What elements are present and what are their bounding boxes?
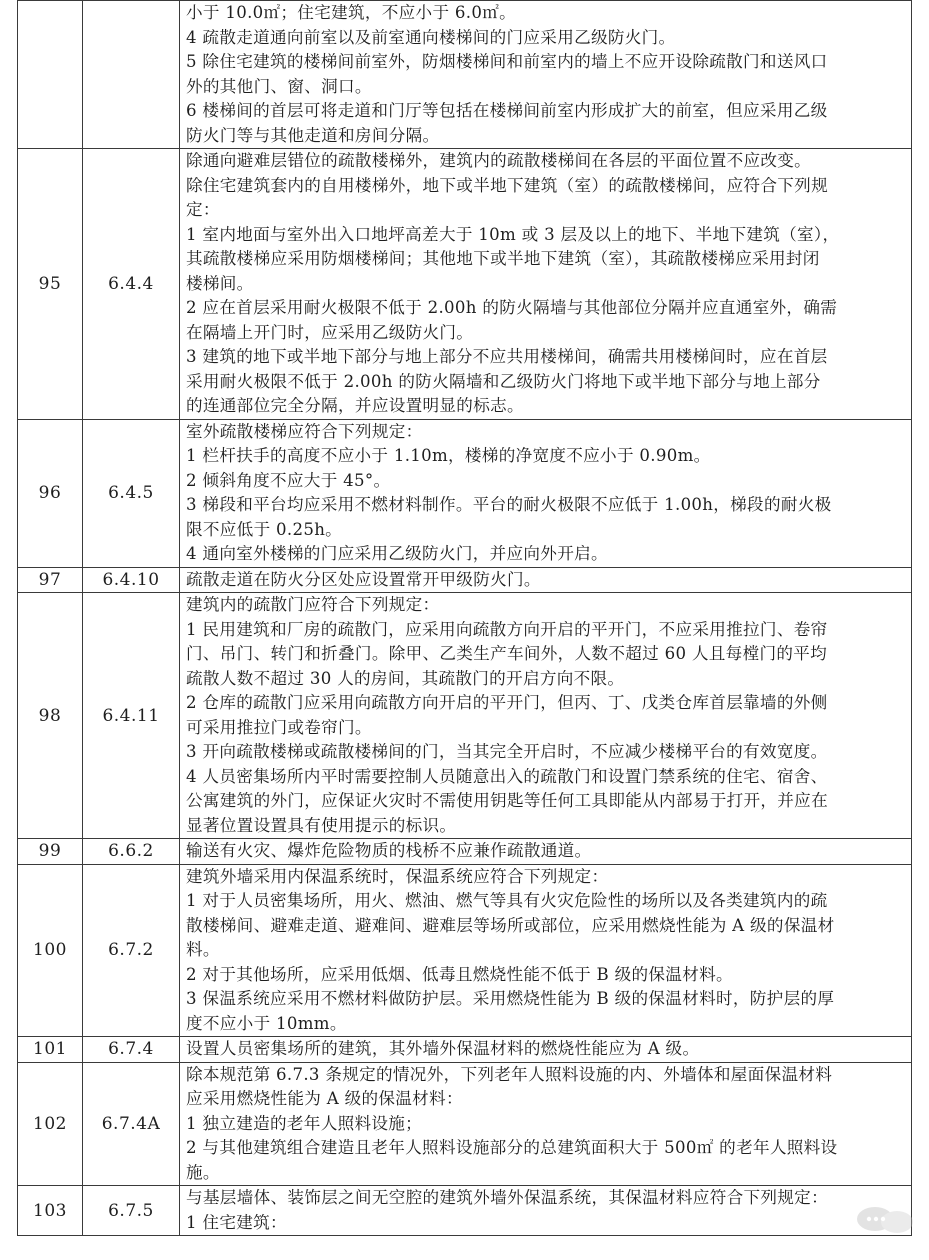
clause-text [180,567,912,593]
clause-code: 6.7.4A [83,1062,180,1186]
clause-text-line: 除通向避难层错位的疏散楼梯外，建筑内的疏散楼梯间在各层的平面位置不应改变。 [186,151,812,170]
item-number: 102 [18,1062,83,1186]
clause-text-line: 1 住宅建筑： [186,1212,287,1232]
clause-text-line: 显著位置设置具有使用提示的标识。 [186,815,457,835]
item-number: 96 [18,419,83,567]
clause-code: 6.4.5 [83,419,180,567]
clause-text [180,1037,912,1063]
clause-text-line: 4 通向室外楼梯的门应采用乙级防火门，并应向外开启。 [186,544,608,563]
table-row [18,567,912,593]
clause-text [180,839,912,865]
clause-text-line: 散楼梯间、避难走道、避难间、避难层等场所或部位，应采用燃烧性能为 A 级的保温材 [186,915,835,935]
clause-text-line: 1 室内地面与室外出入口地坪高差大于 10m 或 3 层及以上的地下、半地下建筑（室）， [186,224,840,244]
clause-text [180,1,912,149]
table-row [18,1062,912,1186]
clause-text-line: 2 仓库的疏散门应采用向疏散方向开启的平开门，但丙、丁、戊类仓库首层靠墙的外侧 [186,693,828,712]
clause-text-line: 3 建筑的地下或半地下部分与地上部分不应共用楼梯间，确需共用楼梯间时，应在首层 [186,347,828,366]
clause-text [180,1062,912,1186]
clause-code: 6.7.2 [83,864,180,1037]
item-number: 95 [18,149,83,420]
clause-text-line: 4 人员密集场所内平时需要控制人员随意出入的疏散门和设置门禁系统的住宅、宿舍、 [186,766,828,786]
item-number [18,1,83,149]
clause-text-line: 1 民用建筑和厂房的疏散门，应采用向疏散方向开启的平开门，不应采用推拉门、卷帘 [186,619,828,639]
clause-text-line: 输送有火灾、爆炸危险物质的栈桥不应兼作疏散通道。 [186,841,592,860]
clause-text-line: 2 对于其他场所，应采用低烟、低毒且燃烧性能不低于 B 级的保温材料。 [186,964,733,984]
clause-text-line: 室外疏散楼梯应符合下列规定： [186,421,423,441]
table-row [18,839,912,865]
clause-text [180,149,912,420]
item-number: 103 [18,1186,83,1236]
clause-text-line: 建筑内的疏散门应符合下列规定： [186,595,440,614]
clause-text-line: 料。 [186,940,220,959]
item-number: 98 [18,593,83,839]
fire-code-table [17,0,912,1236]
clause-text-line: 2 与其他建筑组合建造且老年人照料设施部分的总建筑面积大于 500㎡ 的老年人照料设 [186,1138,838,1157]
clause-code [83,1,180,149]
table-row [18,149,912,420]
item-number: 99 [18,839,83,865]
clause-text-line: 施。 [186,1162,220,1182]
clause-text-line: 门、吊门、转门和折叠门。除甲、乙类生产车间外，人数不超过 60 人且每樘门的平均 [186,644,828,663]
clause-text-line: 1 独立建造的老年人照料设施； [186,1113,423,1133]
clause-text-line: 限不应低于 0.25h。 [186,519,343,539]
clause-text-line: 度不应小于 10mm。 [186,1013,347,1033]
clause-text-line: 5 除住宅建筑的楼梯间前室外，防烟楼梯间和前室内的墙上不应开设除疏散门和送风口 [186,52,828,71]
clause-code: 6.7.4 [83,1037,180,1063]
clause-text-line: 建筑外墙采用内保温系统时，保温系统应符合下列规定： [186,866,609,886]
clause-code: 6.6.2 [83,839,180,865]
clause-text-line: 与基层墙体、装饰层之间无空腔的建筑外墙外保温系统，其保温材料应符合下列规定： [186,1188,828,1207]
clause-code: 6.7.5 [83,1186,180,1236]
clause-text [180,864,912,1037]
clause-code: 6.4.10 [83,567,180,593]
table-row [18,1186,912,1236]
clause-text-line: 定： [186,200,220,219]
clause-text-line: 6 楼梯间的首层可将走道和门厅等包括在楼梯间前室内形成扩大的前室，但应采用乙级 [186,101,828,120]
clause-text-line: 防火门等与其他走道和房间分隔。 [186,125,440,145]
table-row [18,864,912,1037]
clause-text-line: 的连通部位完全分隔，并应设置明显的标志。 [186,396,524,415]
clause-text-line: 采用耐火极限不低于 2.00h 的防火隔墙和乙级防火门将地下或半地下部分与地上部分 [186,371,821,391]
clause-text-line: 1 栏杆扶手的高度不应小于 1.10m，楼梯的净宽度不应小于 0.90m。 [186,446,711,465]
clause-text-line: 设置人员密集场所的建筑，其外墙外保温材料的燃烧性能应为 A 级。 [186,1039,700,1058]
document-page [17,0,912,1236]
clause-text-line: 应采用燃烧性能为 A 级的保温材料： [186,1089,463,1108]
chat-bubble-watermark-icon [853,1204,917,1238]
table-body [18,1,912,1236]
clause-text-line: 外的其他门、窗、洞口。 [186,76,372,96]
clause-text-line: 4 疏散走道通向前室以及前室通向楼梯间的门应采用乙级防火门。 [186,27,676,47]
table-row [18,1,912,149]
clause-text [180,593,912,839]
clause-text-line: 除住宅建筑套内的自用楼梯外，地下或半地下建筑（室）的疏散楼梯间，应符合下列规 [186,175,828,195]
clause-text-line: 可采用推拉门或卷帘门。 [186,717,372,737]
clause-code: 6.4.11 [83,593,180,839]
item-number: 101 [18,1037,83,1063]
item-number: 97 [18,567,83,593]
clause-text-line: 疏散走道在防火分区处应设置常开甲级防火门。 [186,569,541,589]
table-row [18,419,912,567]
clause-text-line: 公寓建筑的外门，应保证火灾时不需使用钥匙等任何工具即能从内部易于打开，并应在 [186,791,828,810]
clause-text-line: 在隔墙上开门时，应采用乙级防火门。 [186,322,474,342]
clause-text [180,1186,912,1236]
clause-text-line: 其疏散楼梯应采用防烟楼梯间；其他地下或半地下建筑（室），其疏散楼梯应采用封闭 [186,249,820,268]
clause-text-line: 疏散人数不超过 30 人的房间，其疏散门的开启方向不限。 [186,668,625,688]
clause-text-line: 2 应在首层采用耐火极限不低于 2.00h 的防火隔墙与其他部位分隔并应直通室外，确需 [186,298,838,317]
clause-text-line: 2 倾斜角度不应大于 45°。 [186,470,391,490]
clause-text-line: 3 梯段和平台均应采用不燃材料制作。平台的耐火极限不应低于 1.00h，梯段的耐火极 [186,495,832,514]
clause-text-line: 1 对于人员密集场所，用火、燃油、燃气等具有火灾危险性的场所以及各类建筑内的疏 [186,891,828,910]
table-row [18,593,912,839]
clause-text-line: 除本规范第 6.7.3 条规定的情况外，下列老年人照料设施的内、外墙体和屋面保温材料 [186,1064,833,1084]
clause-text-line: 小于 10.0㎡；住宅建筑，不应小于 6.0㎡。 [186,3,516,22]
table-row [18,1037,912,1063]
item-number: 100 [18,864,83,1037]
clause-text-line: 楼梯间。 [186,273,254,293]
clause-text [180,419,912,567]
clause-text-line: 3 保温系统应采用不燃材料做防护层。采用燃烧性能为 B 级的保温材料时，防护层的厚 [186,989,835,1008]
clause-text-line: 3 开向疏散楼梯或疏散楼梯间的门，当其完全开启时，不应减少楼梯平台的有效宽度。 [186,742,828,761]
clause-code: 6.4.4 [83,149,180,420]
